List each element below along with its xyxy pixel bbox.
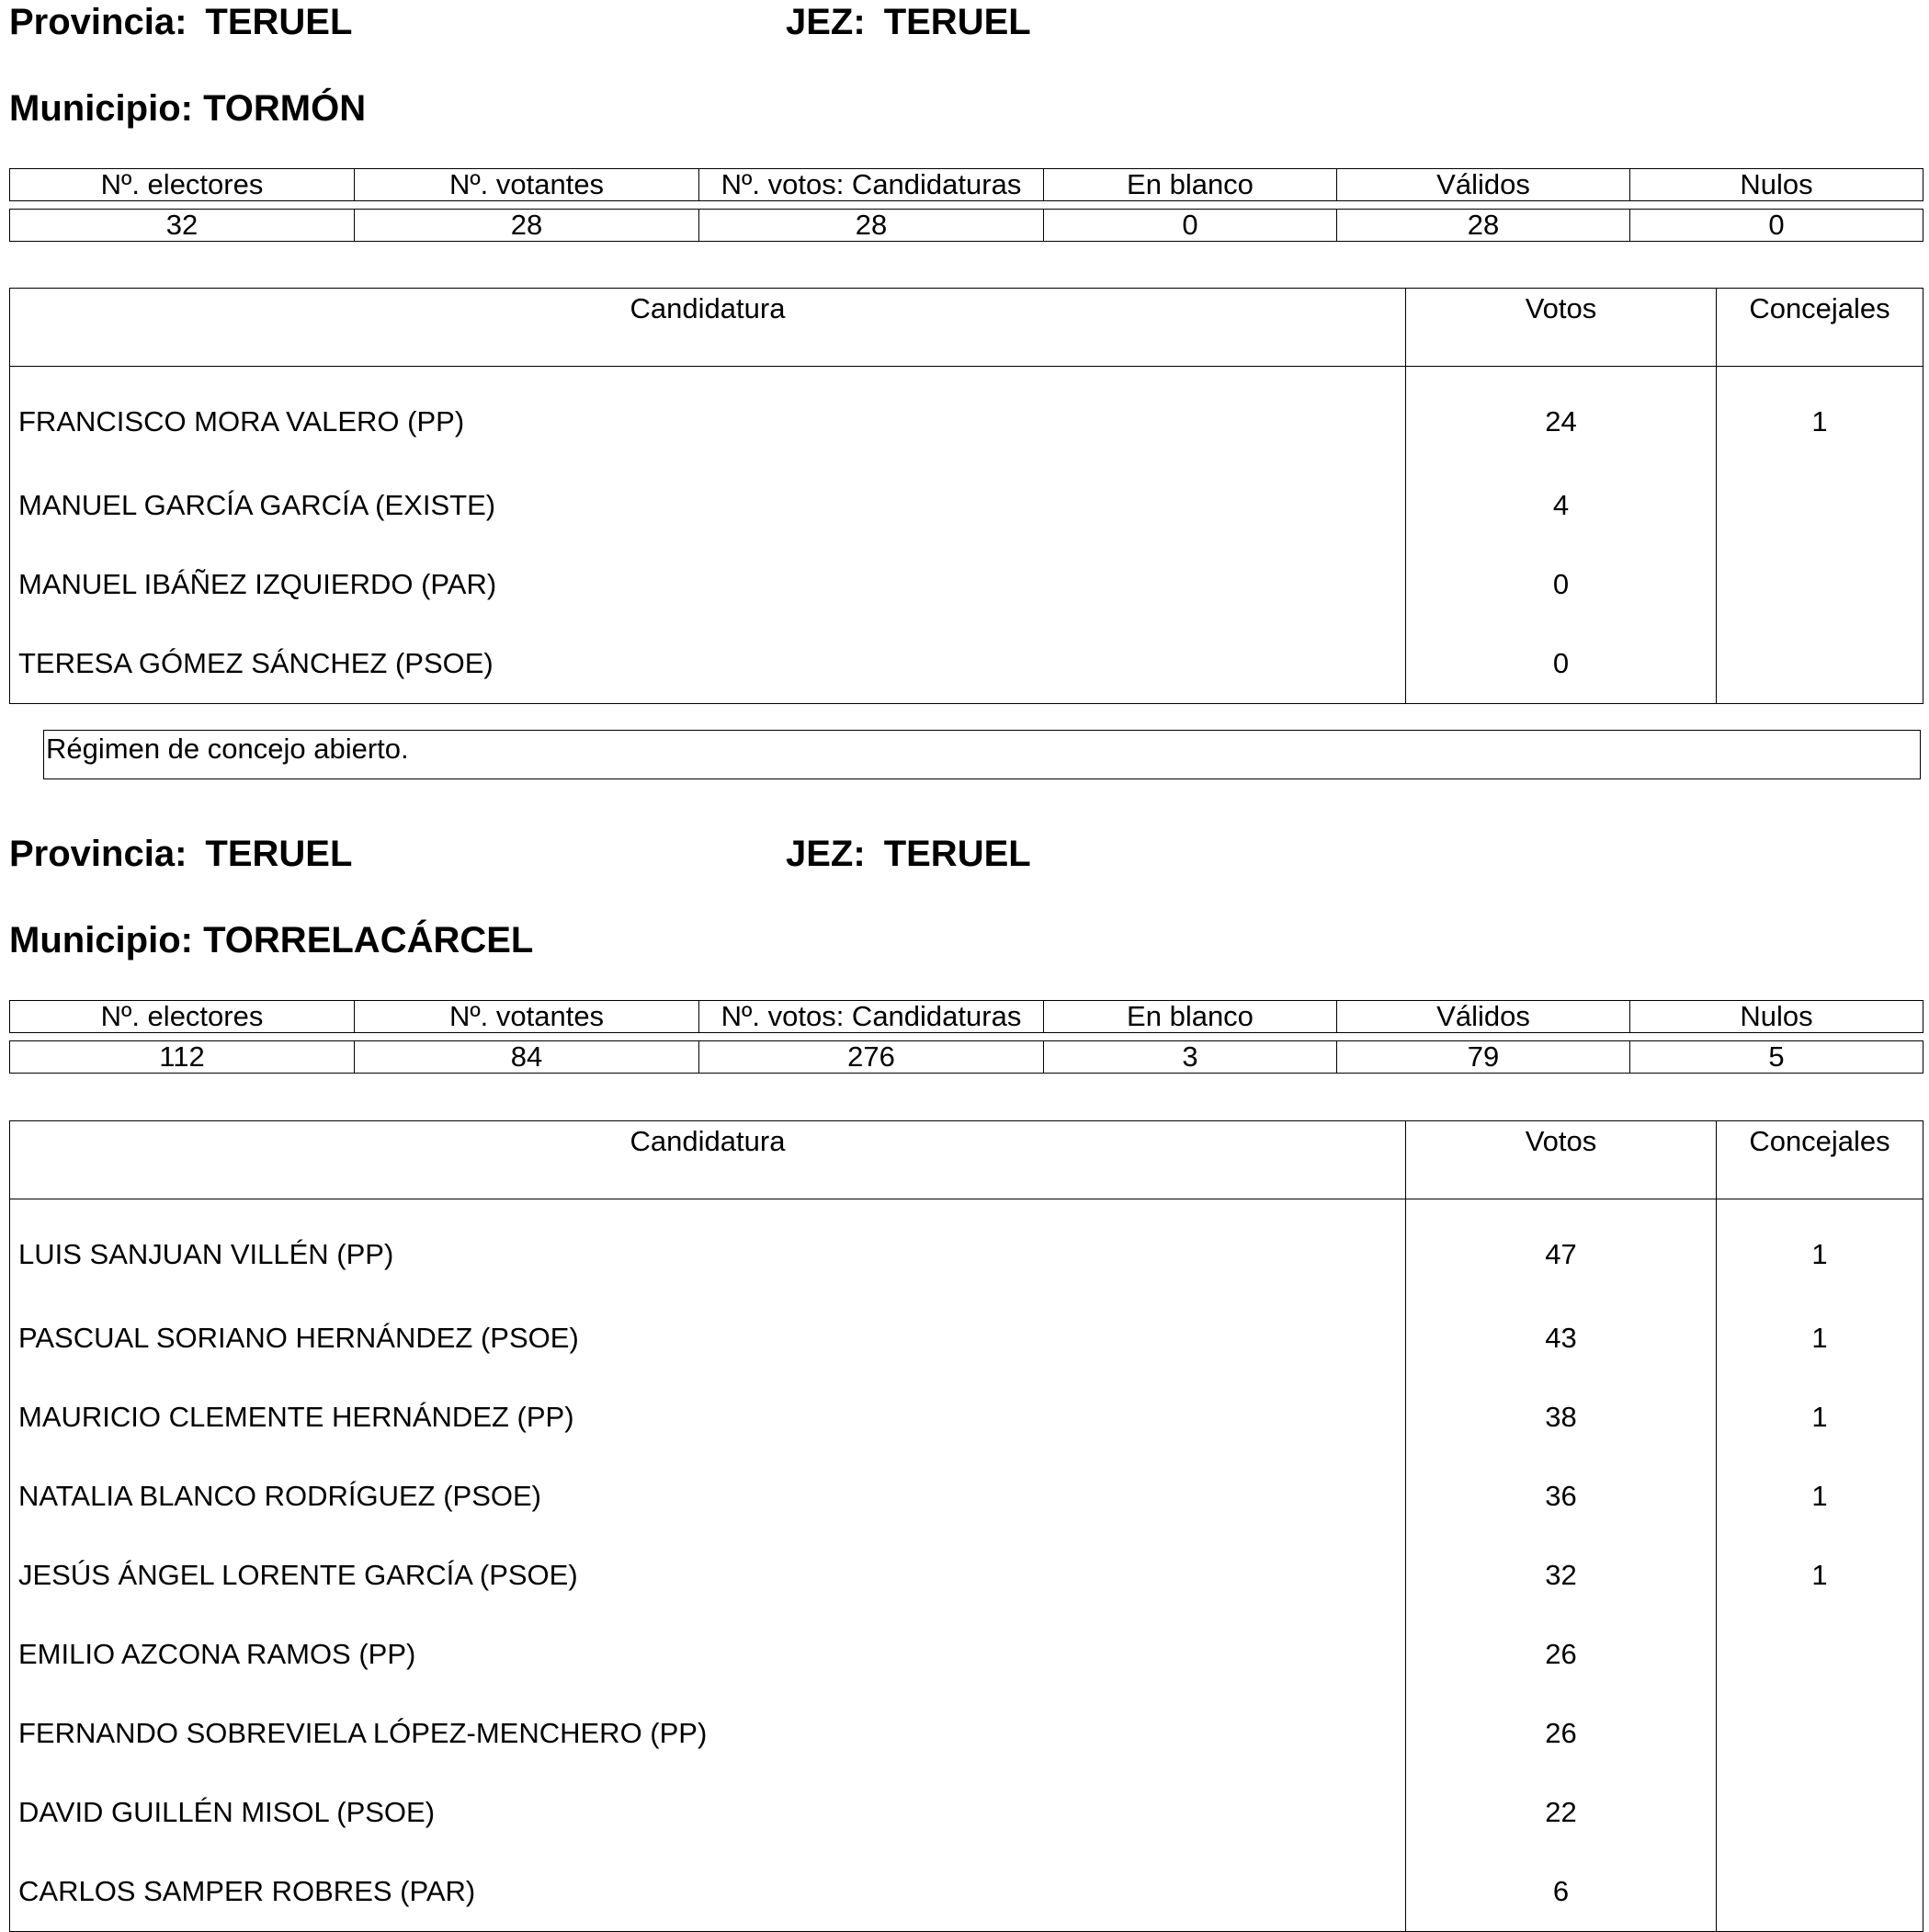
jez-label: JEZ: xyxy=(786,2,866,42)
stats-value-row xyxy=(10,1041,1923,1074)
candidate-concejales xyxy=(1717,1615,1923,1694)
candidates-header-row xyxy=(10,1121,1923,1199)
table-row xyxy=(10,367,1923,467)
stats-header-votos-candidaturas: Nº. votos: Candidaturas xyxy=(699,1001,1044,1033)
candidate-concejales: 1 xyxy=(1717,1199,1923,1300)
table-row xyxy=(10,1199,1923,1300)
municipio-value: TORRELACÁRCEL xyxy=(203,920,534,960)
candidate-name: MANUEL GARCÍA GARCÍA (EXISTE) xyxy=(10,466,1406,545)
candidate-name: JESÚS ÁNGEL LORENTE GARCÍA (PSOE) xyxy=(10,1536,1406,1615)
table-row xyxy=(10,1536,1923,1615)
jez-value: TERUEL xyxy=(883,834,1031,874)
stats-header-row xyxy=(10,1001,1923,1033)
table-row xyxy=(10,624,1923,704)
stats-header-votos-candidaturas: Nº. votos: Candidaturas xyxy=(699,169,1044,201)
stats-en-blanco: 3 xyxy=(1044,1041,1337,1074)
stats-header-validos: Válidos xyxy=(1337,1001,1630,1033)
stats-votantes: 28 xyxy=(355,210,699,242)
table-row xyxy=(10,466,1923,545)
municipio-heading xyxy=(9,86,366,131)
candidate-name: PASCUAL SORIANO HERNÁNDEZ (PSOE) xyxy=(10,1299,1406,1378)
candidate-concejales: 1 xyxy=(1717,1299,1923,1378)
table-row xyxy=(10,1694,1923,1773)
candidate-votes: 36 xyxy=(1406,1457,1717,1536)
stats-value-row xyxy=(10,210,1923,242)
provincia-heading xyxy=(9,832,352,876)
stats-header-votantes: Nº. votantes xyxy=(355,169,699,201)
candidate-name: MANUEL IBÁÑEZ IZQUIERDO (PAR) xyxy=(10,545,1406,624)
candidate-concejales xyxy=(1717,545,1923,624)
table-row xyxy=(10,545,1923,624)
table-row xyxy=(10,1378,1923,1457)
candidate-name: FERNANDO SOBREVIELA LÓPEZ-MENCHERO (PP) xyxy=(10,1694,1406,1773)
candidate-name: NATALIA BLANCO RODRÍGUEZ (PSOE) xyxy=(10,1457,1406,1536)
stats-electores: 32 xyxy=(10,210,355,242)
candidate-votes: 38 xyxy=(1406,1378,1717,1457)
stats-table xyxy=(9,1000,1923,1074)
stats-validos: 79 xyxy=(1337,1041,1630,1074)
table-row xyxy=(10,1773,1923,1852)
candidate-votes: 43 xyxy=(1406,1299,1717,1378)
stats-header-votantes: Nº. votantes xyxy=(355,1001,699,1033)
votos-header: Votos xyxy=(1406,289,1717,367)
provincia-label: Provincia: xyxy=(9,834,187,874)
candidate-votes: 32 xyxy=(1406,1536,1717,1615)
stats-header-nulos: Nulos xyxy=(1630,169,1923,201)
concejales-header: Concejales xyxy=(1717,289,1923,367)
regimen-note: Régimen de concejo abierto. xyxy=(43,730,1921,779)
candidatura-header: Candidatura xyxy=(10,289,1406,367)
stats-nulos: 5 xyxy=(1630,1041,1923,1074)
stats-electores: 112 xyxy=(10,1041,355,1074)
stats-en-blanco: 0 xyxy=(1044,210,1337,242)
candidate-votes: 6 xyxy=(1406,1852,1717,1932)
stats-table xyxy=(9,168,1923,242)
candidate-concejales: 1 xyxy=(1717,367,1923,467)
provincia-heading xyxy=(9,0,352,44)
candidate-name: DAVID GUILLÉN MISOL (PSOE) xyxy=(10,1773,1406,1852)
stats-header-nulos: Nulos xyxy=(1630,1001,1923,1033)
stats-header-electores: Nº. electores xyxy=(10,1001,355,1033)
candidate-votes: 24 xyxy=(1406,367,1717,467)
jez-heading xyxy=(786,0,1031,44)
candidate-votes: 26 xyxy=(1406,1694,1717,1773)
provincia-value: TERUEL xyxy=(205,834,353,874)
stats-votantes: 84 xyxy=(355,1041,699,1074)
provincia-label: Provincia: xyxy=(9,2,187,42)
stats-votos-candidaturas: 28 xyxy=(699,210,1044,242)
stats-header-en-blanco: En blanco xyxy=(1044,169,1337,201)
candidate-votes: 47 xyxy=(1406,1199,1717,1300)
candidate-concejales: 1 xyxy=(1717,1378,1923,1457)
candidate-name: CARLOS SAMPER ROBRES (PAR) xyxy=(10,1852,1406,1932)
candidate-votes: 4 xyxy=(1406,466,1717,545)
stats-nulos: 0 xyxy=(1630,210,1923,242)
candidates-table xyxy=(9,1120,1923,1932)
candidate-concejales: 1 xyxy=(1717,1457,1923,1536)
municipio-label: Municipio: xyxy=(9,88,193,129)
table-row xyxy=(10,1299,1923,1378)
table-row xyxy=(10,1615,1923,1694)
candidate-concejales xyxy=(1717,1852,1923,1932)
candidates-table xyxy=(9,288,1923,704)
candidate-votes: 22 xyxy=(1406,1773,1717,1852)
candidate-name: FRANCISCO MORA VALERO (PP) xyxy=(10,367,1406,467)
jez-label: JEZ: xyxy=(786,834,866,874)
candidates-header-row xyxy=(10,289,1923,367)
municipio-label: Municipio: xyxy=(9,920,193,960)
candidate-concejales xyxy=(1717,1694,1923,1773)
stats-header-row xyxy=(10,169,1923,201)
candidate-name: EMILIO AZCONA RAMOS (PP) xyxy=(10,1615,1406,1694)
votos-header: Votos xyxy=(1406,1121,1717,1199)
candidate-concejales xyxy=(1717,624,1923,704)
candidate-name: TERESA GÓMEZ SÁNCHEZ (PSOE) xyxy=(10,624,1406,704)
candidate-votes: 0 xyxy=(1406,545,1717,624)
stats-header-validos: Válidos xyxy=(1337,169,1630,201)
provincia-value: TERUEL xyxy=(205,2,353,42)
stats-header-en-blanco: En blanco xyxy=(1044,1001,1337,1033)
candidate-votes: 0 xyxy=(1406,624,1717,704)
candidate-concejales xyxy=(1717,1773,1923,1852)
concejales-header: Concejales xyxy=(1717,1121,1923,1199)
candidate-concejales xyxy=(1717,466,1923,545)
candidatura-header: Candidatura xyxy=(10,1121,1406,1199)
municipio-value: TORMÓN xyxy=(203,88,367,129)
candidate-votes: 26 xyxy=(1406,1615,1717,1694)
jez-heading xyxy=(786,832,1031,876)
jez-value: TERUEL xyxy=(883,2,1031,42)
candidate-name: LUIS SANJUAN VILLÉN (PP) xyxy=(10,1199,1406,1300)
table-row xyxy=(10,1852,1923,1932)
municipio-heading xyxy=(9,918,533,962)
stats-votos-candidaturas: 276 xyxy=(699,1041,1044,1074)
candidate-concejales: 1 xyxy=(1717,1536,1923,1615)
stats-header-electores: Nº. electores xyxy=(10,169,355,201)
stats-validos: 28 xyxy=(1337,210,1630,242)
candidate-name: MAURICIO CLEMENTE HERNÁNDEZ (PP) xyxy=(10,1378,1406,1457)
table-row xyxy=(10,1457,1923,1536)
